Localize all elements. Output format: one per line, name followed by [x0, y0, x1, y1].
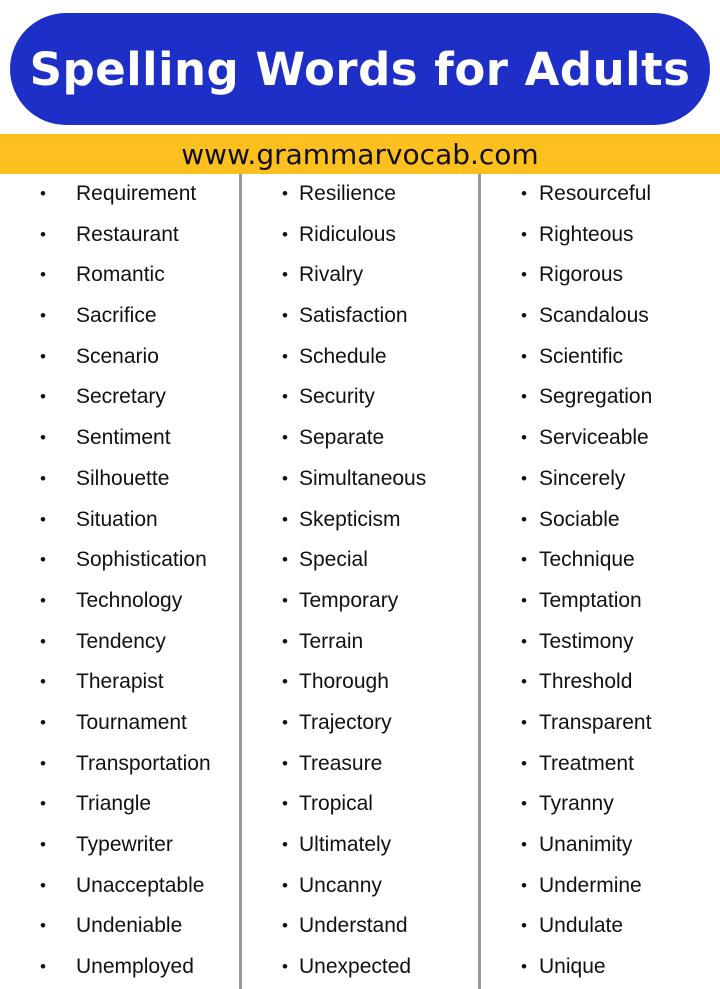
- list-item: [481, 784, 720, 825]
- page-title: Spelling Words for Adults: [29, 42, 691, 96]
- spelling-word: Simultaneous: [299, 466, 427, 490]
- bullet-icon: •: [40, 835, 46, 854]
- bullet-icon: •: [521, 224, 527, 244]
- list-item: [481, 825, 720, 866]
- list-item: [0, 866, 239, 907]
- spelling-word: Tournament: [76, 710, 187, 734]
- spelling-word: Resilience: [299, 182, 396, 205]
- list-item: [481, 255, 720, 296]
- bullet-icon: •: [40, 672, 46, 692]
- list-item: [242, 744, 478, 785]
- spelling-word: Unique: [539, 955, 606, 979]
- bullet-icon: •: [40, 387, 46, 407]
- list-item: [0, 906, 239, 947]
- bullet-icon: •: [282, 387, 288, 407]
- spelling-word: Separate: [299, 426, 385, 450]
- spelling-word: Treasure: [299, 751, 383, 775]
- bullet-icon: •: [521, 672, 527, 692]
- spelling-word: Satisfaction: [299, 304, 408, 328]
- list-item: [481, 459, 720, 500]
- spelling-word: Tendency: [76, 629, 166, 653]
- list-item: [481, 906, 720, 947]
- spelling-word: Terrain: [299, 629, 364, 653]
- list-item: [0, 174, 239, 215]
- bullet-icon: •: [521, 509, 527, 529]
- bullet-icon: •: [521, 550, 527, 570]
- spelling-word: Special: [299, 548, 368, 572]
- spelling-word: Security: [299, 385, 375, 409]
- list-item: [242, 418, 478, 459]
- list-item: [242, 947, 478, 988]
- spelling-word: Silhouette: [76, 466, 170, 490]
- bullet-icon: •: [40, 916, 46, 936]
- bullet-icon: •: [521, 916, 527, 936]
- bullet-icon: •: [40, 184, 46, 203]
- spelling-word: Situation: [76, 507, 158, 531]
- spelling-word: Unanimity: [539, 833, 633, 856]
- bullet-icon: •: [40, 265, 46, 285]
- bullet-icon: •: [282, 265, 288, 285]
- list-item: [0, 500, 239, 541]
- spelling-word: Sophistication: [76, 548, 207, 572]
- word-column-2: [242, 174, 478, 988]
- spelling-word: Temptation: [539, 588, 642, 612]
- list-item: [481, 866, 720, 907]
- list-item: [0, 459, 239, 500]
- list-item: [242, 377, 478, 418]
- list-item: [0, 377, 239, 418]
- bullet-icon: •: [40, 631, 46, 651]
- word-column-3: [481, 174, 720, 988]
- list-item: [242, 825, 478, 866]
- list-item: [0, 947, 239, 988]
- bullet-icon: •: [282, 794, 288, 814]
- spelling-word: Requirement: [76, 182, 197, 205]
- list-item: [242, 906, 478, 947]
- bullet-icon: •: [521, 387, 527, 407]
- bullet-icon: •: [521, 590, 527, 610]
- bullet-icon: •: [521, 184, 527, 203]
- bullet-icon: •: [282, 346, 288, 366]
- bullet-icon: •: [521, 306, 527, 326]
- word-column-1: [0, 174, 239, 988]
- list-item: [242, 703, 478, 744]
- bullet-icon: •: [40, 224, 46, 244]
- bullet-icon: •: [521, 712, 527, 732]
- list-item: [0, 662, 239, 703]
- bullet-icon: •: [40, 753, 46, 773]
- bullet-icon: •: [282, 306, 288, 326]
- list-item: [0, 825, 239, 866]
- spelling-word: Threshold: [539, 670, 633, 694]
- bullet-icon: •: [40, 346, 46, 366]
- spelling-word: Temporary: [299, 588, 399, 612]
- spelling-word: Scandalous: [539, 304, 649, 328]
- spelling-word: Therapist: [76, 670, 164, 694]
- list-item: [0, 540, 239, 581]
- list-item: [481, 215, 720, 256]
- list-item: [0, 296, 239, 337]
- spelling-word: Ridiculous: [299, 222, 396, 246]
- spelling-word: Unexpected: [299, 955, 412, 979]
- spelling-word: Sentiment: [76, 426, 171, 450]
- spelling-word: Skepticism: [299, 507, 401, 531]
- bullet-icon: •: [521, 265, 527, 285]
- list-item: [242, 784, 478, 825]
- list-item: [242, 540, 478, 581]
- list-item: [0, 744, 239, 785]
- spelling-word: Restaurant: [76, 222, 179, 246]
- list-item: [481, 296, 720, 337]
- spelling-word: Righteous: [539, 222, 634, 246]
- spelling-word: Sociable: [539, 507, 620, 531]
- spelling-word: Scientific: [539, 344, 624, 368]
- spelling-word: Trajectory: [299, 710, 392, 734]
- list-item: [481, 418, 720, 459]
- bullet-icon: •: [282, 957, 288, 977]
- spelling-word: Serviceable: [539, 426, 649, 450]
- bullet-icon: •: [521, 835, 527, 854]
- bullet-icon: •: [282, 916, 288, 936]
- bullet-icon: •: [521, 631, 527, 651]
- list-item: [242, 500, 478, 541]
- list-item: [481, 500, 720, 541]
- spelling-word: Testimony: [539, 629, 634, 653]
- list-item: [0, 215, 239, 256]
- bullet-icon: •: [282, 712, 288, 732]
- spelling-word: Understand: [299, 914, 408, 938]
- spelling-word: Sincerely: [539, 466, 626, 490]
- list-item: [242, 174, 478, 215]
- list-item: [0, 418, 239, 459]
- bullet-icon: •: [282, 224, 288, 244]
- spelling-word: Schedule: [299, 344, 387, 368]
- bullet-icon: •: [40, 957, 46, 977]
- list-item: [0, 255, 239, 296]
- bullet-icon: •: [282, 672, 288, 692]
- bullet-icon: •: [282, 590, 288, 610]
- list-item: [242, 459, 478, 500]
- bullet-icon: •: [282, 428, 288, 448]
- list-item: [242, 622, 478, 663]
- spelling-word: Technology: [76, 588, 183, 612]
- spelling-word: Romantic: [76, 263, 165, 287]
- spelling-word: Undeniable: [76, 914, 183, 938]
- spelling-word: Sacrifice: [76, 304, 157, 328]
- list-item: [242, 662, 478, 703]
- bullet-icon: •: [40, 428, 46, 448]
- spelling-word: Typewriter: [76, 833, 173, 856]
- bullet-icon: •: [40, 794, 46, 814]
- bullet-icon: •: [521, 346, 527, 366]
- list-item: [481, 377, 720, 418]
- bullet-icon: •: [282, 631, 288, 651]
- list-item: [481, 703, 720, 744]
- spelling-word: Transparent: [539, 710, 652, 734]
- spelling-word: Scenario: [76, 344, 159, 368]
- list-item: [0, 784, 239, 825]
- list-item: [242, 296, 478, 337]
- list-item: [481, 540, 720, 581]
- spelling-word: Triangle: [76, 792, 152, 816]
- spelling-word: Tropical: [299, 792, 373, 816]
- bullet-icon: •: [282, 509, 288, 529]
- url-band: [0, 134, 720, 174]
- spelling-word: Segregation: [539, 385, 653, 409]
- spelling-word: Undermine: [539, 873, 642, 897]
- bullet-icon: •: [282, 550, 288, 570]
- spelling-word: Uncanny: [299, 873, 382, 897]
- list-item: [0, 703, 239, 744]
- list-item: [481, 662, 720, 703]
- bullet-icon: •: [282, 753, 288, 773]
- list-item: [242, 255, 478, 296]
- bullet-icon: •: [521, 468, 527, 488]
- list-item: [481, 581, 720, 622]
- bullet-icon: •: [40, 509, 46, 529]
- bullet-icon: •: [521, 428, 527, 448]
- list-item: [481, 744, 720, 785]
- bullet-icon: •: [282, 468, 288, 488]
- title-banner: [10, 13, 710, 125]
- spelling-word: Treatment: [539, 751, 634, 775]
- spelling-word: Thorough: [299, 670, 389, 694]
- spelling-word: Secretary: [76, 385, 166, 409]
- spelling-word: Unemployed: [76, 955, 194, 979]
- list-item: [0, 337, 239, 378]
- spelling-word: Unacceptable: [76, 873, 205, 897]
- bullet-icon: •: [40, 590, 46, 610]
- list-item: [242, 337, 478, 378]
- list-item: [481, 337, 720, 378]
- list-item: [0, 581, 239, 622]
- list-item: [242, 215, 478, 256]
- bullet-icon: •: [521, 875, 527, 895]
- spelling-word: Technique: [539, 548, 635, 572]
- spelling-word: Ultimately: [299, 833, 392, 856]
- spelling-word: Transportation: [76, 751, 211, 775]
- bullet-icon: •: [282, 184, 288, 203]
- list-item: [242, 581, 478, 622]
- list-item: [481, 174, 720, 215]
- list-item: [481, 947, 720, 988]
- list-item: [0, 622, 239, 663]
- bullet-icon: •: [282, 835, 288, 854]
- spelling-word: Tyranny: [539, 792, 614, 816]
- bullet-icon: •: [40, 712, 46, 732]
- spelling-word: Rivalry: [299, 263, 364, 287]
- list-item: [481, 622, 720, 663]
- spelling-word: Resourceful: [539, 182, 652, 205]
- list-item: [242, 866, 478, 907]
- bullet-icon: •: [40, 875, 46, 895]
- bullet-icon: •: [521, 794, 527, 814]
- bullet-icon: •: [282, 875, 288, 895]
- bullet-icon: •: [40, 306, 46, 326]
- bullet-icon: •: [40, 550, 46, 570]
- website-url: www.grammarvocab.com: [181, 137, 539, 171]
- bullet-icon: •: [521, 957, 527, 977]
- spelling-word: Undulate: [539, 914, 624, 938]
- bullet-icon: •: [521, 753, 527, 773]
- spelling-word: Rigorous: [539, 263, 624, 287]
- bullet-icon: •: [40, 468, 46, 488]
